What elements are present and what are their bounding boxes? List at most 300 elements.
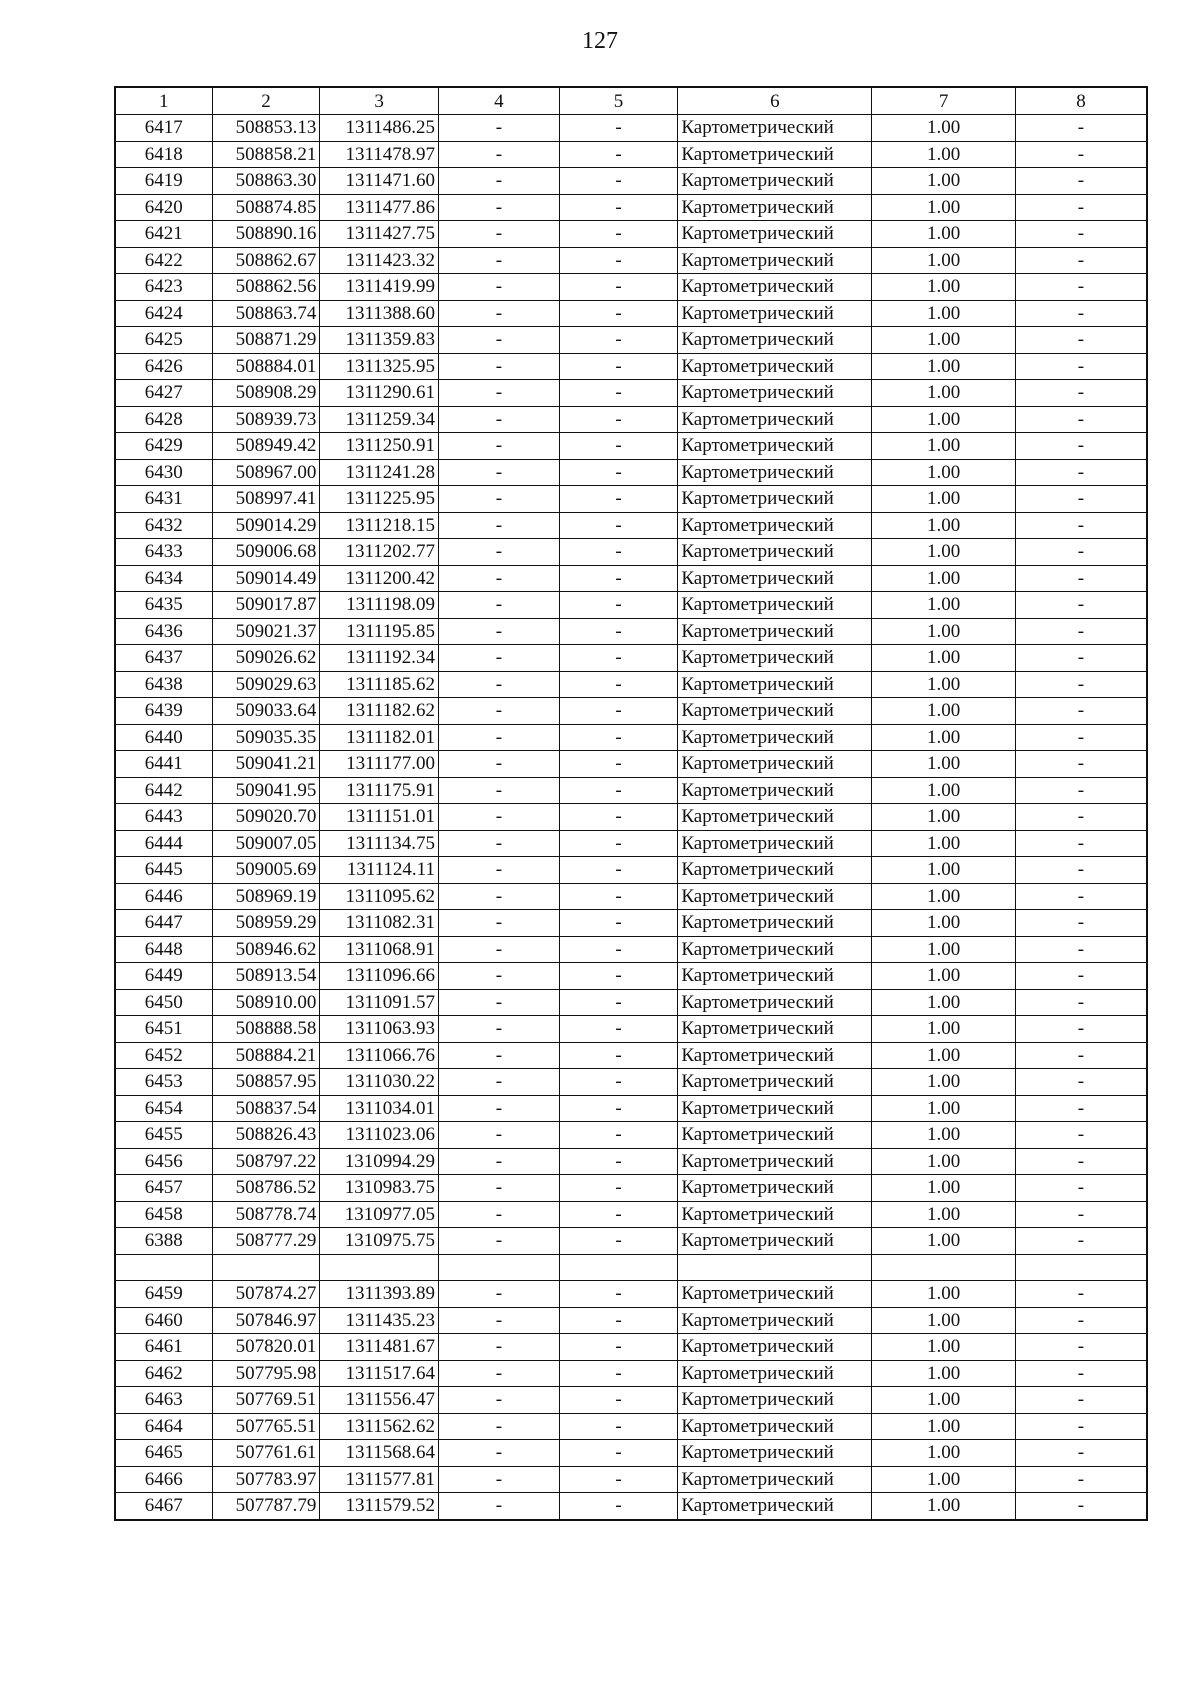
table-cell: - [438,459,559,486]
table-cell: 1.00 [872,115,1015,142]
table-cell: - [1015,406,1147,433]
table-row [115,963,1147,990]
table-row [115,141,1147,168]
table-cell: 507846.97 [212,1307,320,1334]
table-row [115,618,1147,645]
table-cell: 1311562.62 [320,1413,439,1440]
table-cell: - [559,1493,678,1520]
table-row [115,830,1147,857]
table-row [115,751,1147,778]
table-cell: - [1015,698,1147,725]
table-cell: 1.00 [872,751,1015,778]
table-cell: - [1015,1307,1147,1334]
table-cell: 508786.52 [212,1175,320,1202]
table-cell: 6447 [115,910,212,937]
table-cell: 1.00 [872,300,1015,327]
table-cell: - [438,1466,559,1493]
table-body [115,115,1147,1520]
table-cell: 1.00 [872,512,1015,539]
table-cell: - [559,724,678,751]
table-cell: 1311182.62 [320,698,439,725]
table-cell: 1311177.00 [320,751,439,778]
table-cell: - [1015,1466,1147,1493]
table-cell: Картометрический [678,1307,872,1334]
table-cell: - [559,1175,678,1202]
table-cell: 1.00 [872,1122,1015,1149]
table-cell: 1311066.76 [320,1042,439,1069]
table-cell: - [559,1122,678,1149]
table-cell: 1.00 [872,274,1015,301]
table-cell: 508858.21 [212,141,320,168]
table-cell: - [559,1387,678,1414]
table-cell: - [1015,857,1147,884]
table-cell: - [1015,1042,1147,1069]
table-cell: - [1015,963,1147,990]
table-cell: 1311091.57 [320,989,439,1016]
table-cell: 1311579.52 [320,1493,439,1520]
table-cell: 6466 [115,1466,212,1493]
table-cell: - [559,989,678,1016]
table-row [115,247,1147,274]
table-cell: - [559,1440,678,1467]
table-cell: - [438,1201,559,1228]
table-cell: 1311419.99 [320,274,439,301]
table-cell: - [438,141,559,168]
table-cell: Картометрический [678,486,872,513]
table-cell: Картометрический [678,274,872,301]
table-row [115,883,1147,910]
table-cell: - [1015,539,1147,566]
table-cell: 1311481.67 [320,1334,439,1361]
table-cell: 6388 [115,1228,212,1255]
table-cell: 6458 [115,1201,212,1228]
table-cell: - [559,141,678,168]
table-cell: 6453 [115,1069,212,1096]
table-row [115,1281,1147,1308]
table-row [115,1254,1147,1281]
table-cell: - [559,1228,678,1255]
table-cell: - [1015,936,1147,963]
table-cell: Картометрический [678,698,872,725]
table-cell: 1.00 [872,936,1015,963]
table-cell: 1.00 [872,1201,1015,1228]
header-row [115,87,1147,115]
table-row [115,1387,1147,1414]
table-cell: - [1015,1175,1147,1202]
table-cell: Картометрический [678,777,872,804]
table-row [115,698,1147,725]
table-row [115,353,1147,380]
table-row [115,194,1147,221]
table-cell: 509005.69 [212,857,320,884]
table-cell: 1.00 [872,618,1015,645]
table-cell: - [1015,830,1147,857]
table-cell [678,1254,872,1281]
table-cell: - [559,247,678,274]
table-cell: 508797.22 [212,1148,320,1175]
table-cell: - [559,883,678,910]
table-cell: - [438,1413,559,1440]
table-cell: - [438,1148,559,1175]
table-cell: 507874.27 [212,1281,320,1308]
table-cell: - [1015,1387,1147,1414]
table-cell: Картометрический [678,1387,872,1414]
coordinates-table [114,86,1148,1521]
table-cell: - [1015,221,1147,248]
table-cell: - [559,459,678,486]
table-cell: 1311082.31 [320,910,439,937]
table-cell: - [559,1042,678,1069]
table-cell: 509035.35 [212,724,320,751]
table-cell: 6456 [115,1148,212,1175]
table-cell: 1.00 [872,1493,1015,1520]
table-cell: Картометрический [678,247,872,274]
table-row [115,1201,1147,1228]
table-row [115,380,1147,407]
table-cell: 1.00 [872,353,1015,380]
table-cell: 1311195.85 [320,618,439,645]
table-cell: 6467 [115,1493,212,1520]
table-cell: 6432 [115,512,212,539]
table-cell: - [559,1095,678,1122]
table-cell: Картометрический [678,724,872,751]
table-cell: 1311577.81 [320,1466,439,1493]
table-cell: 1311034.01 [320,1095,439,1122]
table-cell: Картометрический [678,857,872,884]
table-cell: Картометрический [678,459,872,486]
table-cell: 508959.29 [212,910,320,937]
table-cell: 508826.43 [212,1122,320,1149]
table-cell: - [438,830,559,857]
table-cell: 1311023.06 [320,1122,439,1149]
table-cell: 6460 [115,1307,212,1334]
table-cell: 1311471.60 [320,168,439,195]
table-row [115,1413,1147,1440]
table-cell: 1311096.66 [320,963,439,990]
table-cell: - [559,645,678,672]
column-header: 2 [212,87,320,115]
table-cell: 1311200.42 [320,565,439,592]
table-cell: 6462 [115,1360,212,1387]
table-row [115,274,1147,301]
table-cell: 507795.98 [212,1360,320,1387]
table-row [115,910,1147,937]
table-cell: - [1015,194,1147,221]
table-cell: - [559,512,678,539]
table-row [115,1122,1147,1149]
table-row [115,486,1147,513]
table-cell: 6455 [115,1122,212,1149]
table-cell: 1311393.89 [320,1281,439,1308]
table-cell: 1311478.97 [320,141,439,168]
table-cell: Картометрический [678,1493,872,1520]
table-cell: 6451 [115,1016,212,1043]
table-cell: - [438,989,559,1016]
table-cell: 6459 [115,1281,212,1308]
table-cell: 507761.61 [212,1440,320,1467]
table-cell: 507783.97 [212,1466,320,1493]
table-cell: Картометрический [678,1201,872,1228]
table-cell: Картометрический [678,1016,872,1043]
table-cell: - [438,380,559,407]
table-row [115,1069,1147,1096]
table-cell: - [438,857,559,884]
table-cell: 6464 [115,1413,212,1440]
table-cell: - [438,671,559,698]
table-cell: 6425 [115,327,212,354]
table-cell: 1310994.29 [320,1148,439,1175]
table-cell: - [1015,459,1147,486]
table-cell: 1311192.34 [320,645,439,672]
table-cell: 1311435.23 [320,1307,439,1334]
table-cell: Картометрический [678,1175,872,1202]
table-cell: - [559,1334,678,1361]
table-cell: 6449 [115,963,212,990]
table-cell: Картометрический [678,115,872,142]
table-cell: 509026.62 [212,645,320,672]
table-cell: - [559,406,678,433]
table-cell: - [1015,777,1147,804]
table-cell: 1.00 [872,1016,1015,1043]
table-cell: 1.00 [872,883,1015,910]
table-cell: - [559,194,678,221]
table-row [115,565,1147,592]
table-cell: - [438,963,559,990]
table-cell: 1311063.93 [320,1016,439,1043]
table-row [115,327,1147,354]
table-cell: - [438,565,559,592]
table-row [115,1307,1147,1334]
table-cell: 1311423.32 [320,247,439,274]
table-cell: 1310983.75 [320,1175,439,1202]
table-cell: - [559,353,678,380]
table-cell: 1.00 [872,910,1015,937]
table-cell: - [1015,300,1147,327]
table-cell: Картометрический [678,433,872,460]
table-cell: 1311568.64 [320,1440,439,1467]
table-cell: 6463 [115,1387,212,1414]
table-cell: 1311185.62 [320,671,439,698]
table-cell: 1311359.83 [320,327,439,354]
table-cell: 508884.01 [212,353,320,380]
table-cell: - [1015,433,1147,460]
table-cell: - [559,857,678,884]
table-cell: - [1015,327,1147,354]
table-cell: - [438,883,559,910]
table-cell: Картометрический [678,221,872,248]
table-cell: 507765.51 [212,1413,320,1440]
table-cell: 1.00 [872,1228,1015,1255]
table-cell: 6435 [115,592,212,619]
table-cell: 508908.29 [212,380,320,407]
table-cell: 6430 [115,459,212,486]
table-cell: 1.00 [872,380,1015,407]
table-cell: - [1015,1281,1147,1308]
table-row [115,804,1147,831]
table-cell: - [559,168,678,195]
table-cell: 1311517.64 [320,1360,439,1387]
table-cell: 508863.74 [212,300,320,327]
table-cell: Картометрический [678,300,872,327]
table-cell: 1311486.25 [320,115,439,142]
table-cell: - [438,247,559,274]
table-cell: - [559,1466,678,1493]
table-row [115,406,1147,433]
table-cell: 508863.30 [212,168,320,195]
table-cell: 508949.42 [212,433,320,460]
table-row [115,777,1147,804]
table-cell [115,1254,212,1281]
table-row [115,1334,1147,1361]
table-cell: - [438,618,559,645]
table-cell: - [438,910,559,937]
table-cell: 1.00 [872,327,1015,354]
table-cell: - [1015,353,1147,380]
table-cell: 6436 [115,618,212,645]
table-cell: 1311241.28 [320,459,439,486]
table-cell: 6429 [115,433,212,460]
table-cell: - [559,1148,678,1175]
table-cell: - [1015,1228,1147,1255]
table-cell: 6440 [115,724,212,751]
table-cell: 1311250.91 [320,433,439,460]
table-cell: - [438,1016,559,1043]
table-cell: 1.00 [872,592,1015,619]
table-cell: - [559,486,678,513]
table-cell: 1.00 [872,777,1015,804]
table-cell: 507787.79 [212,1493,320,1520]
table-cell: 6441 [115,751,212,778]
table-cell: Картометрический [678,1360,872,1387]
table-cell: 508913.54 [212,963,320,990]
table-cell: - [559,592,678,619]
table-cell: 509020.70 [212,804,320,831]
table-row [115,1228,1147,1255]
table-cell: - [1015,645,1147,672]
table-cell: 509021.37 [212,618,320,645]
table-cell: - [1015,141,1147,168]
table-cell: 1311427.75 [320,221,439,248]
table-cell: - [438,936,559,963]
table-cell: Картометрический [678,751,872,778]
table-cell: 1311198.09 [320,592,439,619]
table-cell: 508910.00 [212,989,320,1016]
table-cell: 508871.29 [212,327,320,354]
table-cell: - [438,274,559,301]
table-cell: 6457 [115,1175,212,1202]
table-cell: 1311134.75 [320,830,439,857]
table-cell: - [1015,380,1147,407]
column-header: 3 [320,87,439,115]
column-header: 6 [678,87,872,115]
table-cell: 1.00 [872,459,1015,486]
table-cell: 6452 [115,1042,212,1069]
table-cell: - [559,751,678,778]
table-header [115,87,1147,115]
table-cell: - [438,724,559,751]
table-row [115,221,1147,248]
table-cell: 1.00 [872,857,1015,884]
table-cell: - [1015,1148,1147,1175]
table-row [115,1440,1147,1467]
table-cell: 1311225.95 [320,486,439,513]
table-cell: 6465 [115,1440,212,1467]
table-cell: - [559,936,678,963]
table-cell: - [1015,1493,1147,1520]
table-cell: - [1015,486,1147,513]
table-cell: 1.00 [872,1148,1015,1175]
table-cell: Картометрический [678,1466,872,1493]
table-cell: 6445 [115,857,212,884]
table-cell: - [438,698,559,725]
table-cell: 1311259.34 [320,406,439,433]
table-cell: - [438,804,559,831]
table-cell: - [438,512,559,539]
table-cell: 1.00 [872,1440,1015,1467]
table-cell: Картометрический [678,804,872,831]
table-cell: - [1015,1440,1147,1467]
table-cell: - [438,1440,559,1467]
table-cell: 508888.58 [212,1016,320,1043]
table-cell: 6442 [115,777,212,804]
table-cell: 507769.51 [212,1387,320,1414]
table-cell: Картометрический [678,168,872,195]
table-cell: - [559,618,678,645]
table-cell: 1.00 [872,1307,1015,1334]
table-cell: 509006.68 [212,539,320,566]
table-cell: - [438,1069,559,1096]
table-cell: - [1015,989,1147,1016]
table-cell: 509041.21 [212,751,320,778]
table-cell: - [438,777,559,804]
table-cell: 1.00 [872,1069,1015,1096]
column-header: 1 [115,87,212,115]
table-cell: 6424 [115,300,212,327]
table-row [115,459,1147,486]
column-header: 5 [559,87,678,115]
table-cell: - [1015,751,1147,778]
table-cell: - [438,1360,559,1387]
table-cell: 1311095.62 [320,883,439,910]
table-cell: Картометрический [678,645,872,672]
table-cell: 509017.87 [212,592,320,619]
table-cell: 1.00 [872,698,1015,725]
table-row [115,1148,1147,1175]
table-cell: 6420 [115,194,212,221]
table-cell: - [438,645,559,672]
table-cell: 6427 [115,380,212,407]
table-row [115,512,1147,539]
table-cell: - [559,1201,678,1228]
table-cell: - [559,671,678,698]
table-row [115,1493,1147,1520]
table-cell: 1311202.77 [320,539,439,566]
table-cell: 6418 [115,141,212,168]
table-cell: 508853.13 [212,115,320,142]
table-cell: Картометрический [678,1281,872,1308]
table-cell: Картометрический [678,565,872,592]
table-cell: - [1015,671,1147,698]
table-cell: - [1015,724,1147,751]
table-cell: - [438,1042,559,1069]
table-cell: - [1015,1413,1147,1440]
table-cell: Картометрический [678,989,872,1016]
table-cell: 1.00 [872,247,1015,274]
column-header: 4 [438,87,559,115]
table-cell: - [1015,1069,1147,1096]
table-cell: 1311030.22 [320,1069,439,1096]
table-cell: 508862.56 [212,274,320,301]
